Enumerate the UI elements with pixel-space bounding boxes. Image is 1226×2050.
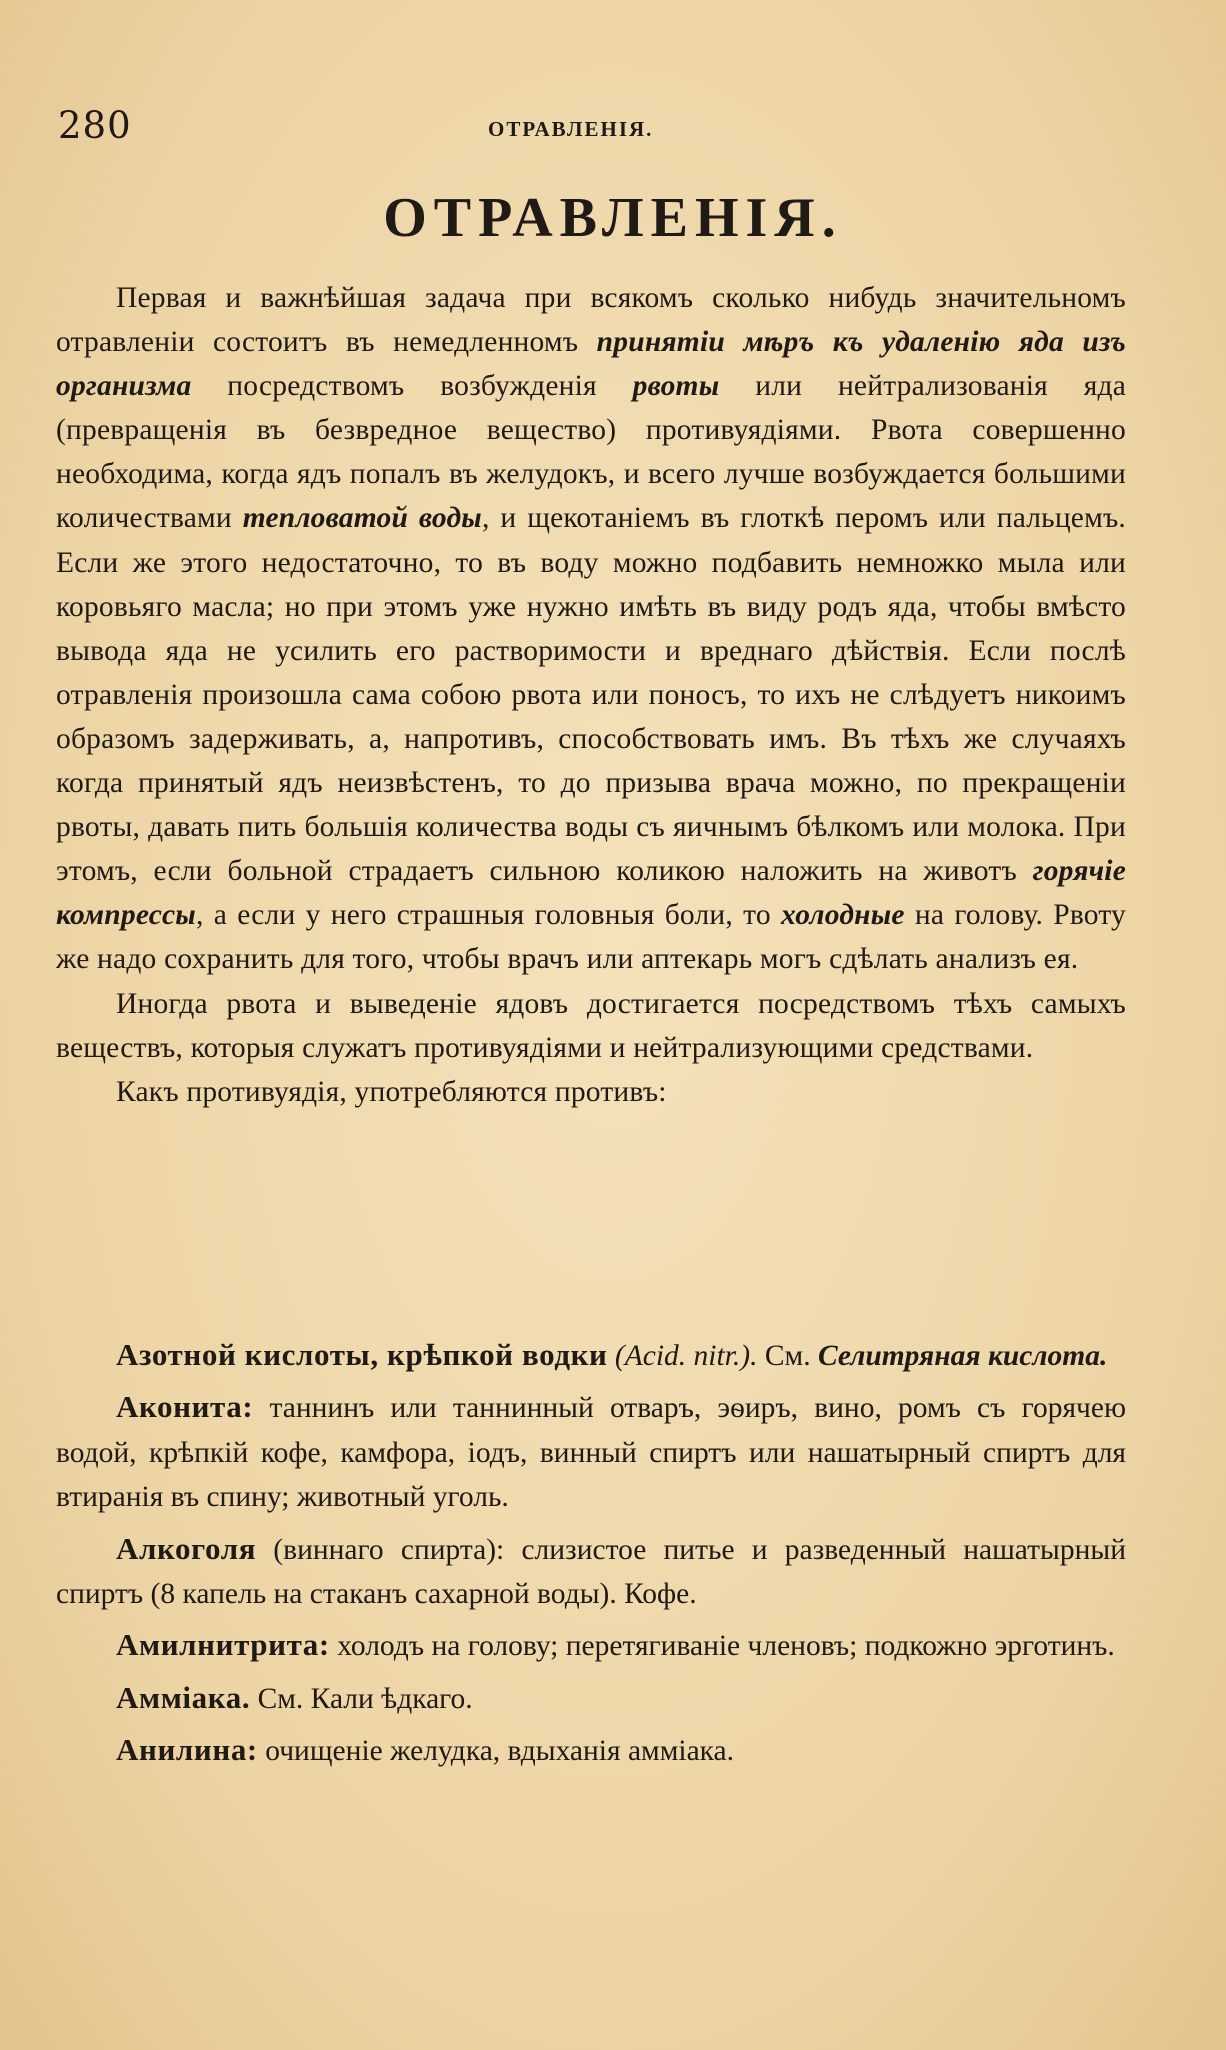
emphasis-text: принятіи мѣръ къ удаленію яда изъ организма: [56, 326, 1126, 403]
entry-aconite: [56, 1385, 1126, 1519]
paragraph-third: Какъ противуядія, употребляются противъ:: [116, 1075, 667, 1108]
entry-heading: Алкоголя: [116, 1530, 257, 1566]
page-number: 280: [58, 104, 132, 147]
text-run: или нейтрализованія яда (превращенія въ безвредное вещество) противуядіями. Рвота совершенно необходима, когда ядъ попалъ въ желудокъ, и всего лучше возбуждается большими количествами: [56, 370, 1126, 535]
entry-heading: Анилина:: [116, 1732, 258, 1768]
entry-heading: Аконита:: [116, 1389, 254, 1425]
entry-text: холодъ на голову; перетягиваніе членовъ; подкожно эрготинъ.: [329, 1630, 1115, 1663]
entry-reference: Селитряная кислота.: [817, 1340, 1108, 1372]
emphasis-text: тепловатой воды: [242, 502, 482, 535]
entry-heading: Азотной кислоты, крѣпкой водки: [116, 1337, 608, 1372]
chapter-title: ОТРАВЛЕНІЯ.: [383, 187, 843, 249]
emphasis-text: горячіе компрессы: [56, 855, 1126, 932]
text-run: посредствомъ возбужденія: [191, 370, 633, 403]
running-title: ОТРАВЛЕНІЯ.: [488, 117, 654, 141]
entry-text: См. Кали ѣдкаго.: [250, 1682, 473, 1715]
emphasis-text: рвоты: [632, 370, 720, 403]
text-run: , а если у него страшныя головныя боли, то: [195, 899, 781, 932]
text-run: на голову. Рвоту же надо сохранить для того, чтобы врачъ или аптекарь могъ сдѣлать анализъ ея.: [56, 899, 1126, 976]
entry-heading: Амміака.: [116, 1679, 251, 1715]
entry-text: таннинъ или таннинный отваръ, эѳиръ, вино, ромъ съ горячею водой, крѣпкій кофе, камфора, іодъ, винный спиртъ или нашатырный спиртъ для втиранія въ спину; животный уголь.: [56, 1392, 1126, 1514]
entry-ammonia: [56, 1676, 1126, 1721]
text-run: Первая и важнѣйшая задача при всякомъ сколько нибудь значительномъ отравленіи состоитъ въ немедленномъ: [56, 282, 1126, 359]
entry-text: (виннаго спирта): слизистое питье и разведенный нашатырный спиртъ (8 капель на стаканъ сахарной воды). Кофе.: [56, 1533, 1126, 1611]
entry-alcohol: [56, 1527, 1126, 1617]
entry-aniline: [56, 1728, 1126, 1773]
entry-text: См.: [757, 1340, 818, 1372]
running-header: [58, 104, 1168, 148]
text-run: , и щекотаніемъ въ глоткѣ перомъ или пальцемъ. Если же этого недостаточно, то въ воду можно подбавить немножко мыла или коровьяго масла; но при этомъ уже нужно имѣть въ виду родъ яда, чтобы вмѣсто вывода яда не усилить его растворимости и вреднаго дѣйствія. Если послѣ отравленія произошла сама собою рвота или поносъ, то ихъ не слѣдуетъ никоимъ образомъ задерживать, а, напротивъ, способствовать имъ. Въ тѣхъ же случаяхъ когда принятый ядъ неизвѣстенъ, то до призыва врача можно, по прекращеніи рвоты, давать пить большія количества воды съ яичнымъ бѣлкомъ или молока. При этомъ, если больной страдаетъ сильною коликою наложить на животъ: [56, 502, 1126, 888]
antidote-list: [56, 1333, 1126, 1781]
paragraph-intro: [56, 276, 1126, 982]
entry-heading: Амилнитрита:: [116, 1627, 330, 1663]
entry-nitric-acid: [56, 1333, 1126, 1378]
paragraph-second: Иногда рвота и выведеніе ядовъ достигается посредствомъ тѣхъ самыхъ веществъ, которыя служатъ противуядіями и нейтрализующими средствами.: [56, 987, 1126, 1064]
intro-text: [56, 276, 1126, 1114]
entry-amyl-nitrite: [56, 1623, 1126, 1668]
entry-latin: (Acid. nitr.).: [607, 1340, 758, 1372]
emphasis-text: холодные: [781, 899, 905, 932]
entry-text: очищеніе желудка, вдыханія амміака.: [257, 1735, 735, 1768]
